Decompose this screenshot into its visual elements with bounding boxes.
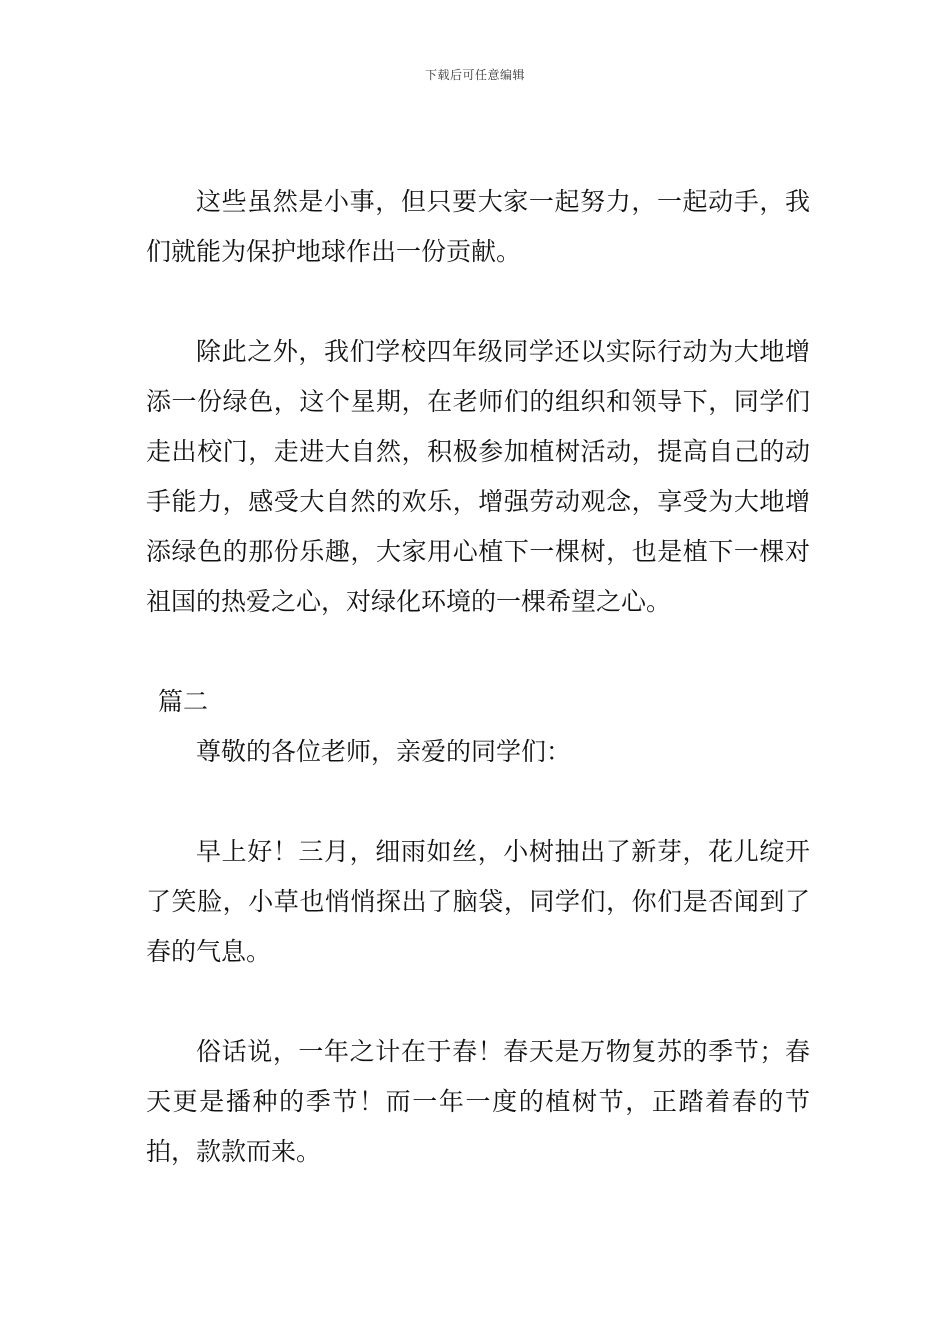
body-paragraph: 这些虽然是小事，但只要大家一起努力，一起动手，我们就能为保护地球作出一份贡献。 — [146, 187, 810, 266]
document-body — [146, 177, 810, 1177]
salutation: 尊敬的各位老师，亲爱的同学们： — [196, 737, 572, 766]
body-paragraph: 除此之外，我们学校四年级同学还以实际行动为大地增添一份绿色，这个星期，在老师们的组织和领导下，同学们走出校门，走进大自然，积极参加植树活动，提高自己的动手能力，感受大自然的欢乐，增强劳动观念，享受为大地增添绿色的那份乐趣，大家用心植下一棵树，也是植下一棵对祖国的热爱之心，对绿化环境的一棵希望之心。 — [146, 337, 810, 616]
body-paragraph: 俗话说，一年之计在于春！春天是万物复苏的季节；春天更是播种的季节！而一年一度的植树节，正踏着春的节拍，款款而来。 — [146, 1037, 810, 1166]
body-paragraph: 早上好！三月，细雨如丝，小树抽出了新芽，花儿绽开了笑脸，小草也悄悄探出了脑袋，同学们，你们是否闻到了春的气息。 — [146, 837, 810, 966]
page-header-note: 下载后可任意编辑 — [424, 68, 525, 82]
section-heading: 篇二 — [158, 687, 209, 716]
